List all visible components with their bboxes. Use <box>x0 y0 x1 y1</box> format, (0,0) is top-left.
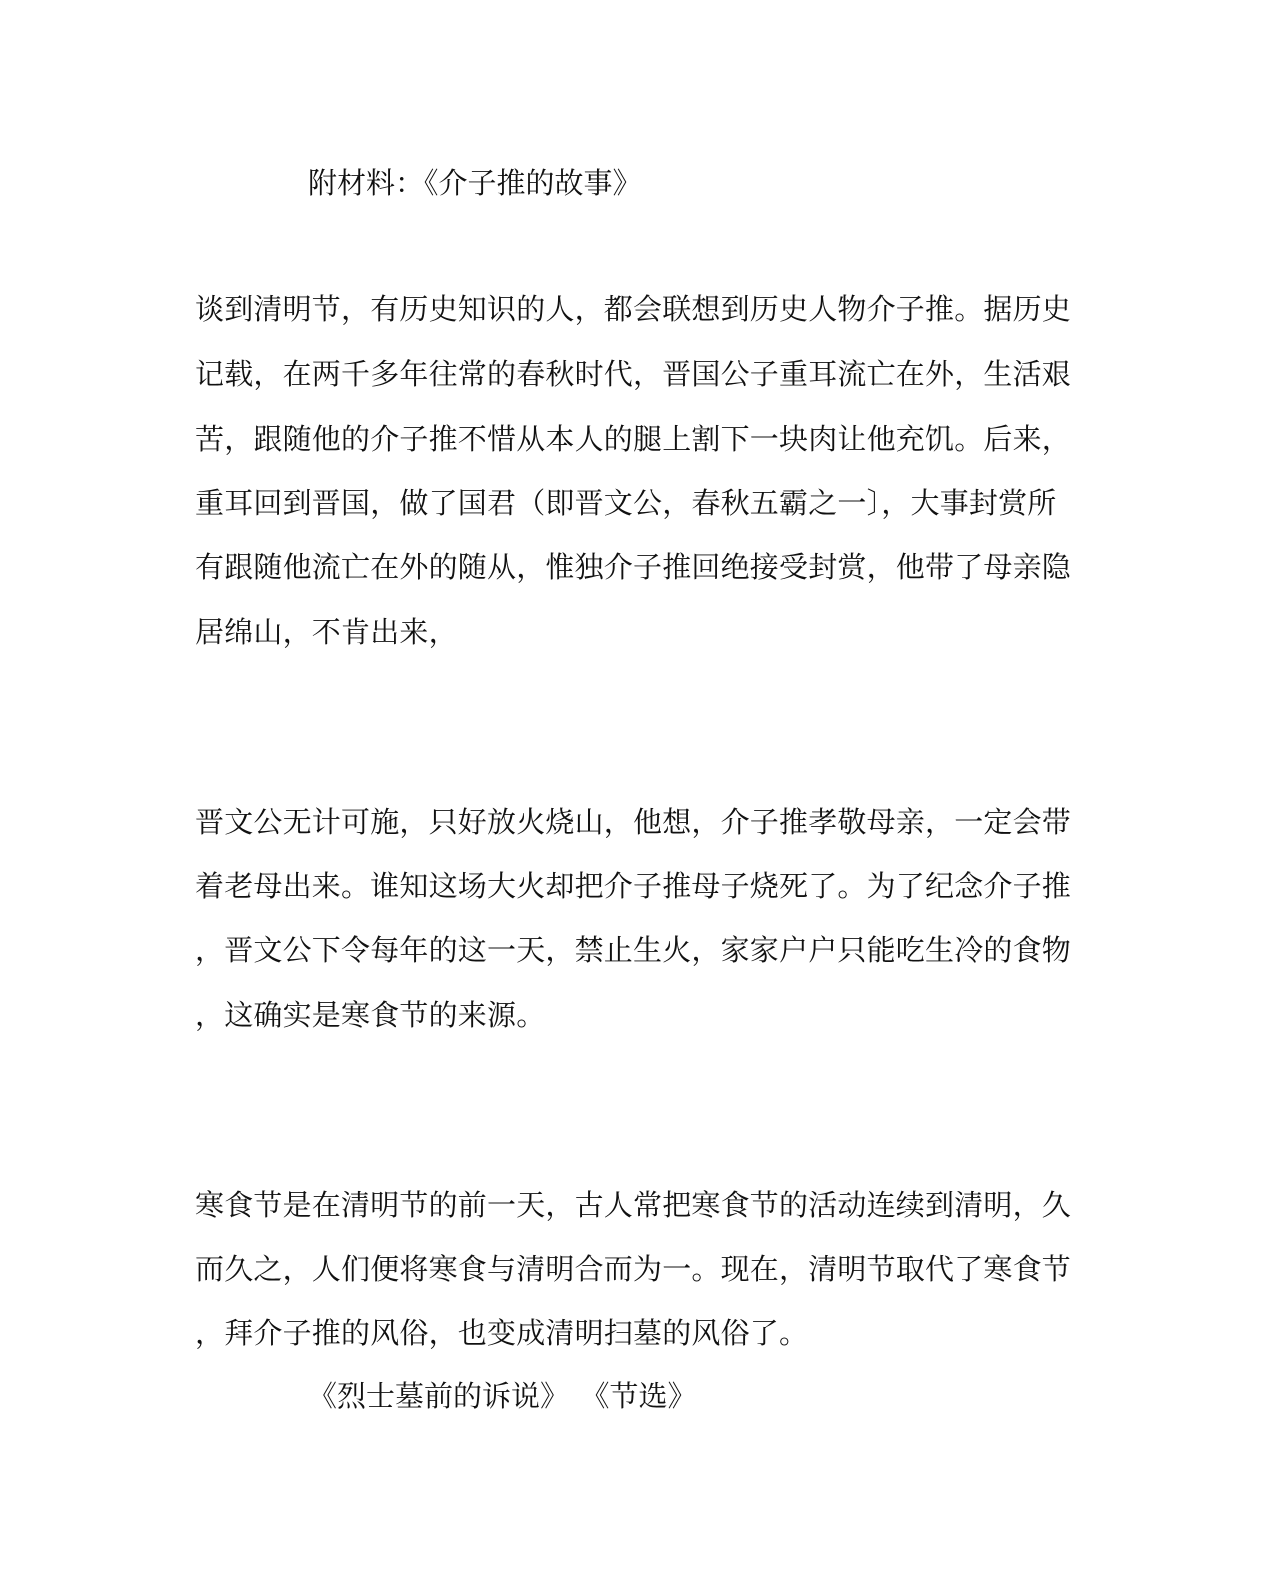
paragraph-line: 着老母出来。谁知这场大火却把介子推母子烧死了。为了纪念介子推 <box>195 869 1072 903</box>
paragraph-line: 苦，跟随他的介子推不惜从本人的腿上割下一块肉让他充饥。后来， <box>195 422 1072 456</box>
paragraph-line: 寒食节是在清明节的前一天，古人常把寒食节的活动连续到清明，久 <box>195 1188 1072 1222</box>
document-heading: 附材料：《介子推的故事》 <box>308 166 642 200</box>
paragraph-line: ，这确实是寒食节的来源。 <box>195 998 546 1032</box>
paragraph-line: 重耳回到晋国，做了国君（即晋文公，春秋五霸之一〕，大事封赏所 <box>195 486 1057 520</box>
paragraph-line: 而久之，人们便将寒食与清明合而为一。现在，清明节取代了寒食节 <box>195 1252 1072 1286</box>
paragraph-line: 有跟随他流亡在外的随从，惟独介子推回绝接受封赏，他带了母亲隐 <box>195 550 1072 584</box>
paragraph-line: 谈到清明节，有历史知识的人，都会联想到历史人物介子推。据历史 <box>195 292 1072 326</box>
paragraph-line: ，拜介子推的风俗，也变成清明扫墓的风俗了。 <box>195 1316 809 1350</box>
paragraph-line: 居绵山，不肯出来， <box>195 615 458 649</box>
subheading-note: 《节选》 <box>595 1379 697 1413</box>
subheading-title: 《烈士墓前的诉说》 <box>308 1379 570 1413</box>
paragraph-line: ，晋文公下令每年的这一天，禁止生火，家家户户只能吃生冷的食物 <box>195 933 1072 967</box>
section-subheading <box>308 1376 697 1416</box>
paragraph-line: 记载，在两千多年往常的春秋时代，晋国公子重耳流亡在外，生活艰 <box>195 357 1072 391</box>
paragraph-line: 晋文公无计可施，只好放火烧山，他想，介子推孝敬母亲，一定会带 <box>195 805 1072 839</box>
